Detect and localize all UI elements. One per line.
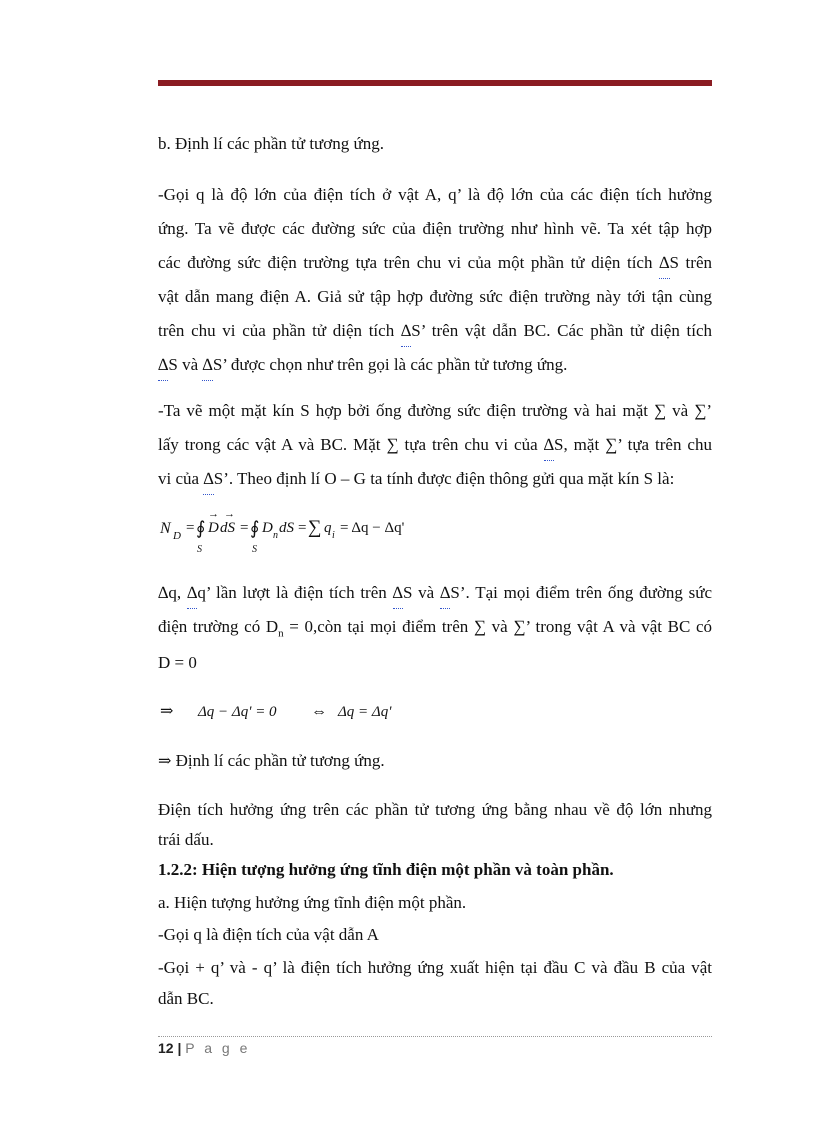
delta-symbol: ∆ [393, 576, 403, 610]
section-heading-1-2-2: 1.2.2: Hiện tượng hưởng ứng tĩnh điện một phần và toàn phần. [158, 860, 614, 880]
delta-symbol: ∆ [158, 348, 168, 382]
delta-symbol: ∆ [544, 428, 554, 462]
conclusion-line: ⇒ Định lí các phần tử tương ứng. [158, 751, 385, 771]
page-number: 12 [158, 1040, 174, 1056]
header-bar [158, 80, 712, 86]
gauss-formula: N D = ∮ S → D → dS = ∮ S D n dS = ∑ q i = Δq − Δq' [160, 508, 405, 555]
implies-icon: ⇒ [158, 753, 172, 771]
paragraph-2: -Ta vẽ một mặt kín S hợp bởi ống đường sức điện trường và hai mặt ∑ và ∑’ lấy trong các vật A và BC. Mặt ∑ tựa trên chu vi của ∆S, mặt ∑’ tựa trên chu vi của ∆S’. Theo định lí O – G ta tính được điện thông gửi qua mặt kín S là: [158, 394, 712, 496]
delta-symbol: ∆ [659, 246, 669, 280]
list-item: -Gọi q là điện tích của vật dẫn A [158, 925, 379, 945]
delta-symbol: ∆ [401, 314, 411, 348]
delta-symbol: ∆ [203, 462, 213, 496]
section-b-title: b. Định lí các phần tử tương ứng. [158, 134, 384, 153]
page-content [158, 128, 712, 1013]
page-footer: 12 | P a g e [158, 1040, 251, 1056]
delta-symbol: ∆ [440, 576, 450, 610]
paragraph-1: -Gọi q là độ lớn của điện tích ở vật A, q’ là độ lớn của các điện tích hưởng ứng. Ta vẽ được các đường sức của điện trường như hình vẽ. Ta xét tập hợp các đường sức điện trường tựa trên chu vi của một phần tử diện tích ∆S trên vật dẫn mang điện A. Giả sử tập hợp đường sức điện trường này tới tận cùng trên chu vi của phần tử diện tích ∆S’ trên vật dẫn BC. Các phần tử diện tích ∆S và ∆S’ được chọn như trên gọi là các phần tử tương ứng. [158, 178, 712, 382]
delta-symbol: ∆ [202, 348, 212, 382]
footer-divider [158, 1036, 712, 1037]
page-label: P a g e [185, 1040, 251, 1056]
list-item: -Gọi + q’ và - q’ là điện tích hưởng ứng xuất hiện tại đầu C và đầu B của vật dẫn BC. [158, 958, 712, 1009]
paragraph-4: Điện tích hưởng ứng trên các phần tử tương ứng bằng nhau về độ lớn nhưng trái dấu. [158, 800, 712, 850]
delta-symbol: ∆ [187, 576, 197, 610]
paragraph-3: ∆q, ∆q’ lần lượt là điện tích trên ∆S và ∆S’. Tại mọi điểm trên ống đường sức điện trường có $D_n$ = 0,còn tại mọi điểm trên ∑ và ∑’ trong vật A và vật BC có D = 0 [158, 576, 712, 676]
section-a-title: a. Hiện tượng hưởng ứng tĩnh điện một phần. [158, 893, 467, 913]
equivalence-line: ⇒ Δq − Δq' = 0 ⇔ Δq = Δq' [160, 703, 392, 721]
